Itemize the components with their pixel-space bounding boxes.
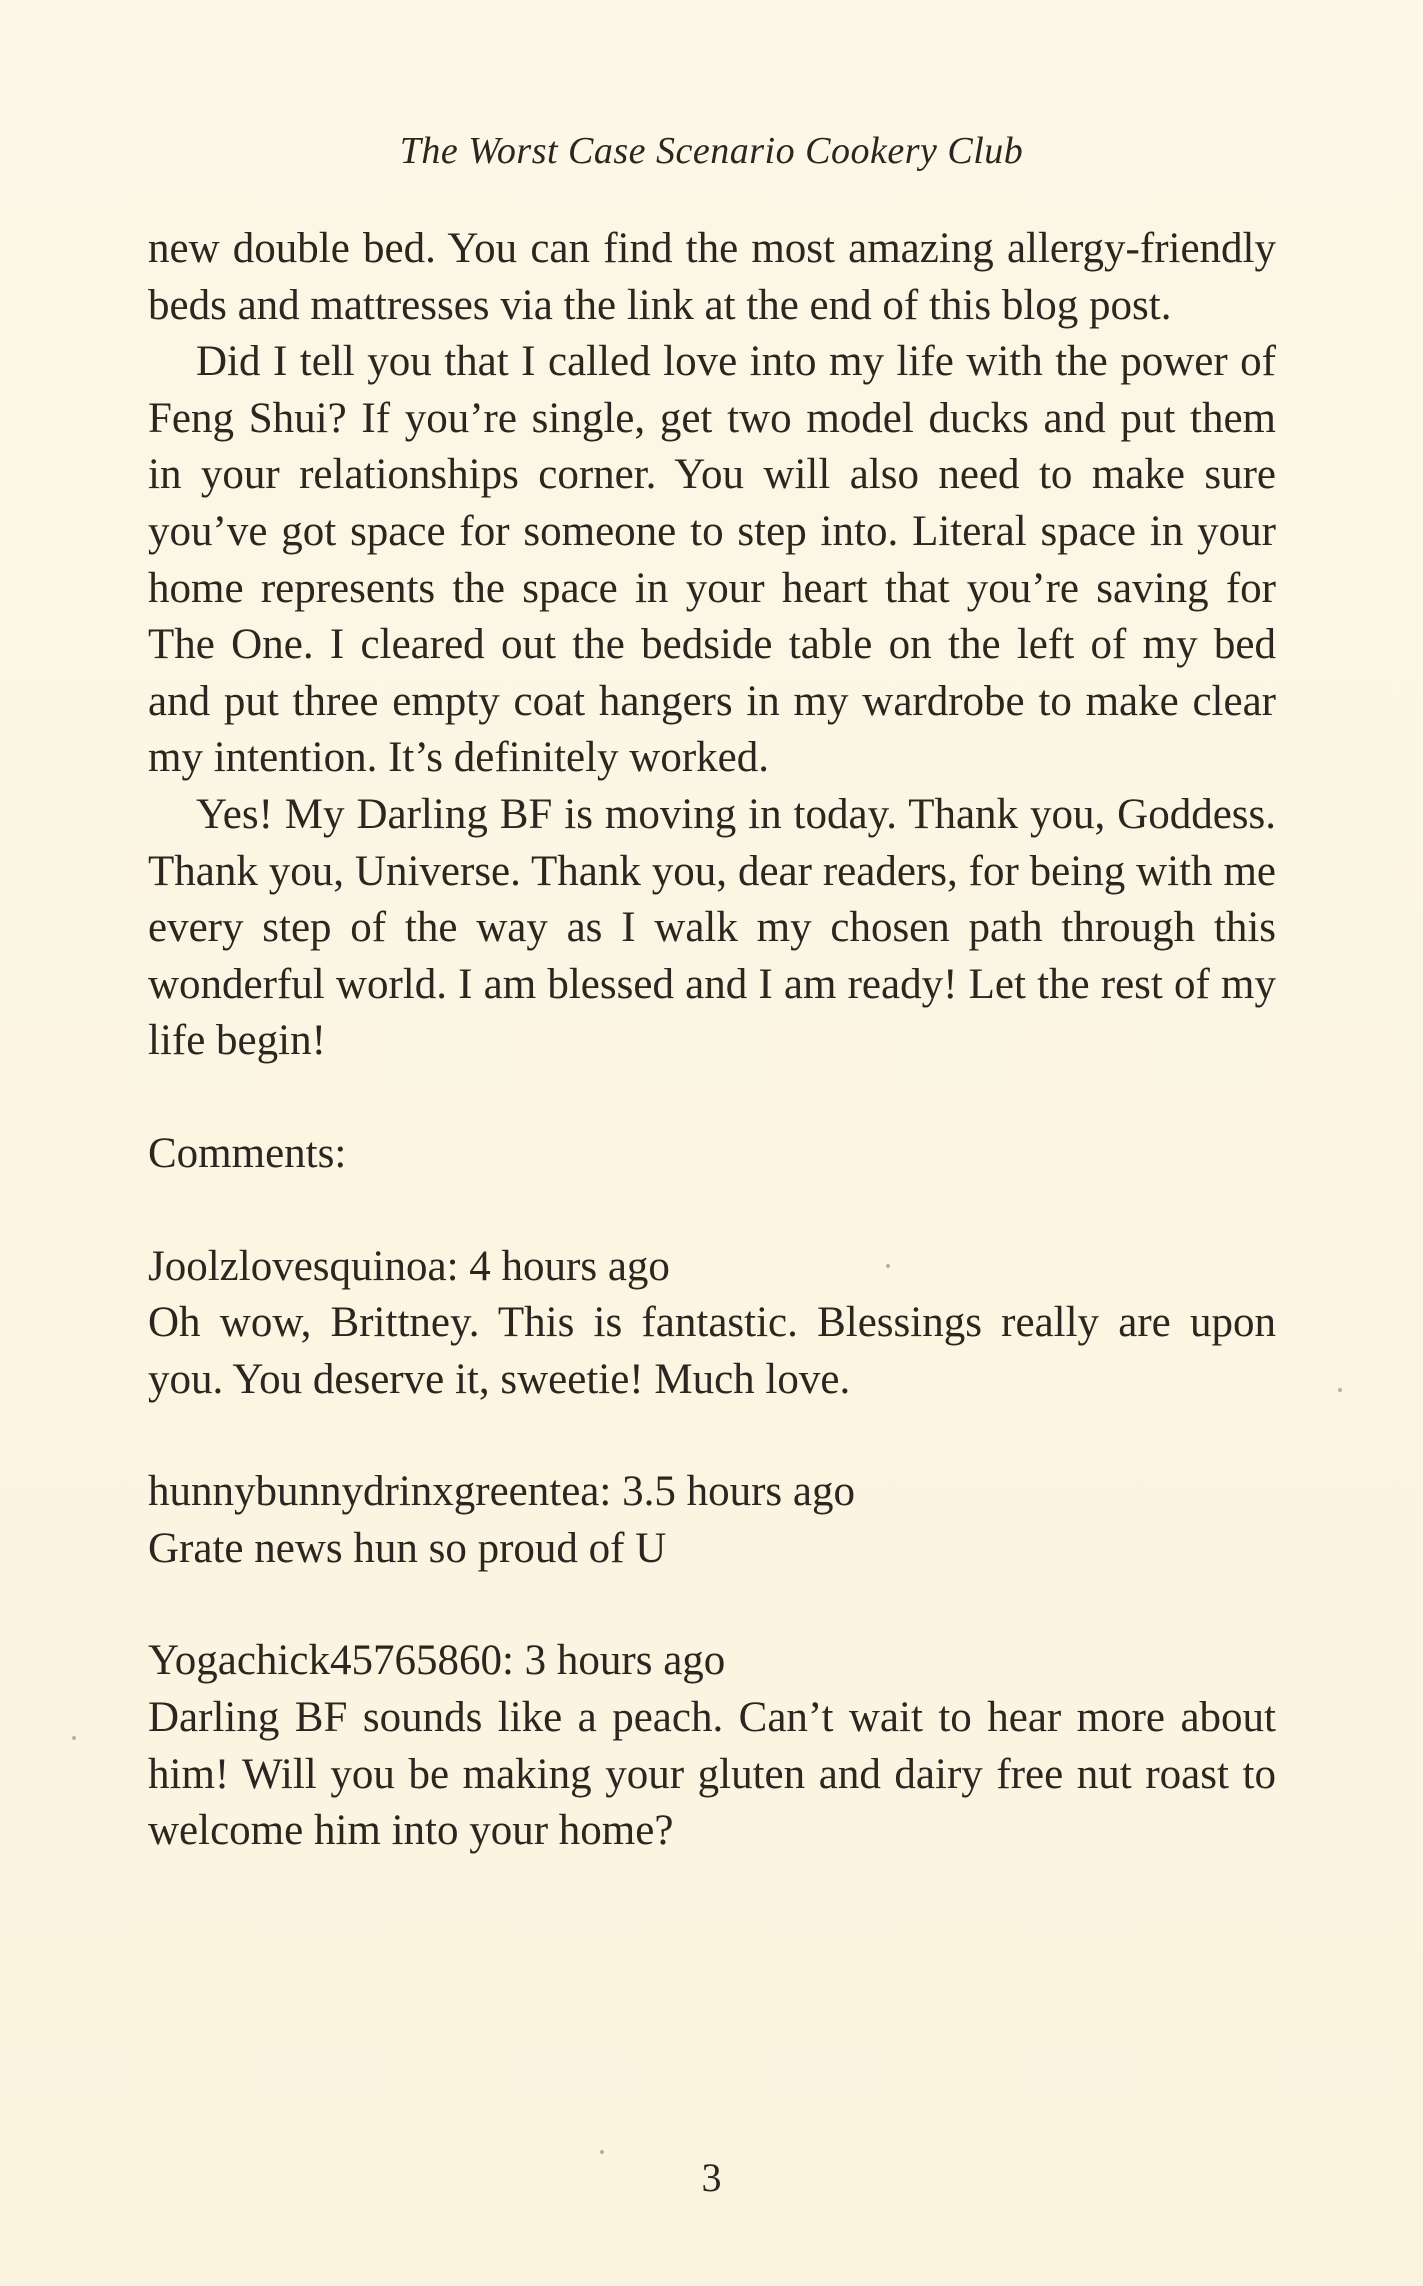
comments-heading: Comments: [148,1129,347,1177]
comment-meta: Yogachick45765860: 3 hours ago [148,1637,726,1685]
paragraph-2: Did I tell you that I called love into my life with the power of Feng Shui? If you’re single, get two model ducks and put them in your relationships corner. You will also need to make sure you’ve got space for someone to step into. Literal space in your home represents the space in your heart that you’re saving for The One. I cleared out the bedside table on the left of my bed and put three empty coat hangers in my wardrobe to make clear my intention. It’s definitely worked. [148,338,1276,782]
spacer [148,1070,1276,1126]
comment [148,1239,1276,1409]
paper-speck [72,1736,76,1740]
comment [148,1464,1276,1577]
body-text [148,221,1276,1860]
spacer [148,1408,1276,1464]
comment [148,1633,1276,1859]
running-head: The Worst Case Scenario Cookery Club [399,130,1024,172]
paper-speck [600,2150,604,2154]
comment-text: Darling BF sounds like a peach. Can’t wait to hear more about him! Will you be making your gluten and dairy free nut roast to welcome him into your home? [148,1694,1276,1855]
paragraph-1: new double bed. You can find the most amazing allergy-friendly beds and mattresses via the link at the end of this blog post. [148,225,1276,329]
paper-speck [886,1264,890,1268]
comment-meta: Joolzlovesquinoa: 4 hours ago [148,1242,670,1290]
page-number: 3 [701,2155,722,2200]
comment-text: Grate news hun so proud of U [148,1524,667,1572]
paragraph-3: Yes! My Darling BF is moving in today. Thank you, Goddess. Thank you, Universe. Thank you, dear readers, for being with me every step of the way as I walk my chosen path through this wonderful world. I am blessed and I am ready! Let the rest of my life begin! [148,790,1276,1065]
comment-text: Oh wow, Brittney. This is fantastic. Blessings really are upon you. You deserve it, sweetie! Much love. [148,1299,1276,1403]
spacer [148,1183,1276,1239]
paper-speck [1338,1388,1342,1392]
spacer [148,1577,1276,1633]
comment-meta: hunnybunnydrinxgreentea: 3.5 hours ago [148,1468,855,1516]
